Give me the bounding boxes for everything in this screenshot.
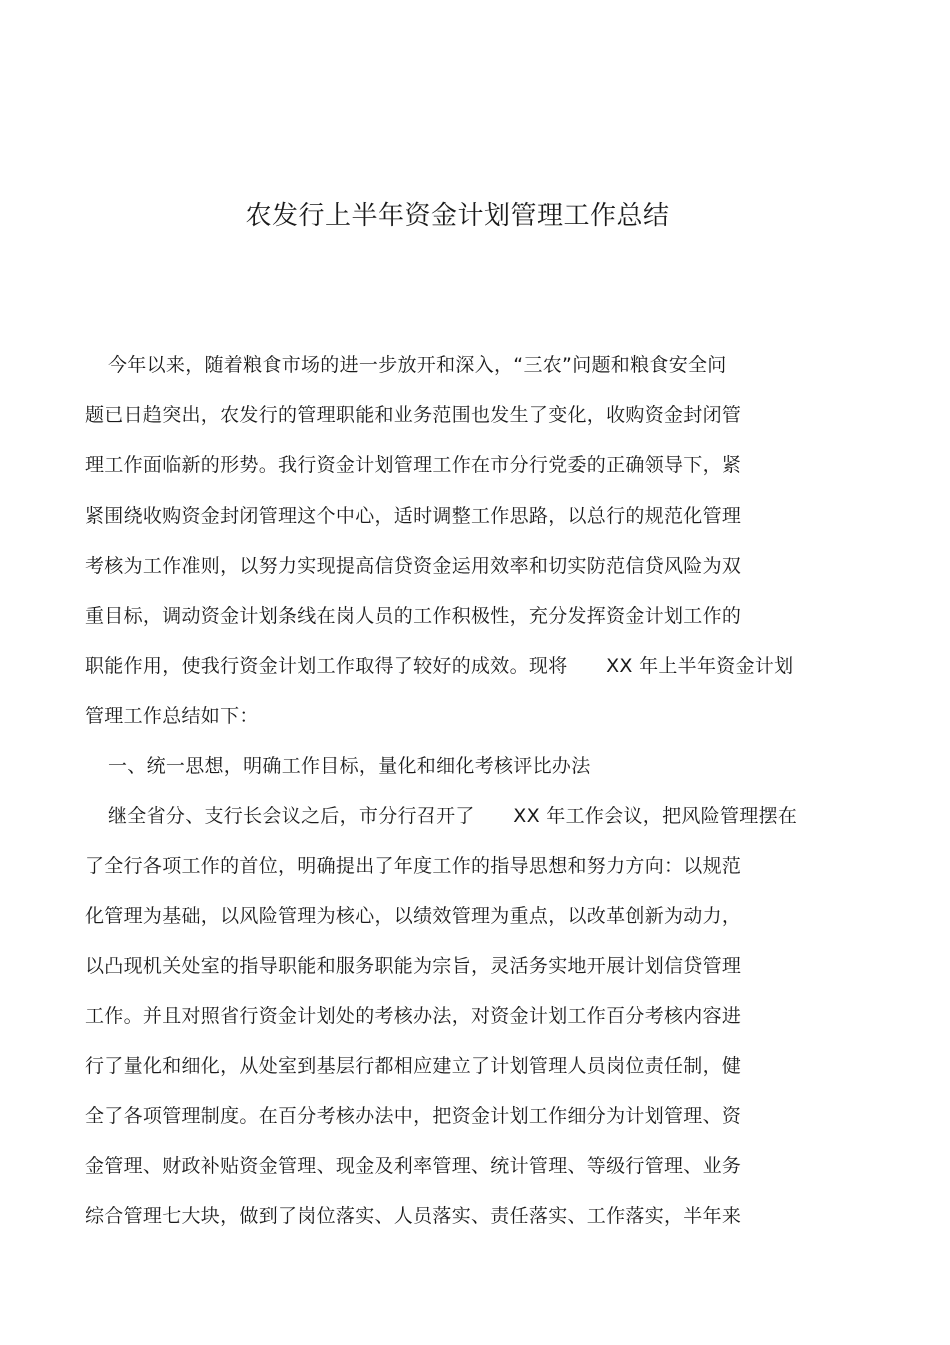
- paragraph-line: 以凸现机关处室的指导职能和服务职能为宗旨，灵活务实地开展计划信贷管理: [85, 955, 742, 977]
- paragraph-line: 题已日趋突出，农发行的管理职能和业务范围也发生了变化，收购资金封闭管: [85, 404, 742, 426]
- paragraph-line: 金管理、财政补贴资金管理、现金及利率管理、统计管理、等级行管理、业务: [85, 1155, 742, 1177]
- paragraph-line: 继全省分、支行长会议之后，市分行召开了 XX 年工作会议，把风险管理摆在: [108, 805, 798, 827]
- paragraph-line: 重目标，调动资金计划条线在岗人员的工作积极性，充分发挥资金计划工作的: [85, 605, 742, 627]
- paragraph-line: 化管理为基础，以风险管理为核心，以绩效管理为重点，以改革创新为动力，: [85, 905, 742, 927]
- paragraph-line: 工作。并且对照省行资金计划处的考核办法，对资金计划工作百分考核内容进: [85, 1005, 742, 1027]
- paragraph-line: 紧围绕收购资金封闭管理这个中心，适时调整工作思路，以总行的规范化管理: [85, 505, 742, 527]
- paragraph-line: 考核为工作准则，以努力实现提高信贷资金运用效率和切实防范信贷风险为双: [85, 555, 742, 577]
- paragraph-line: 综合管理七大块，做到了岗位落实、人员落实、责任落实、工作落实，半年来: [85, 1205, 742, 1227]
- paragraph-line: 职能作用，使我行资金计划工作取得了较好的成效。现将 XX 年上半年资金计划: [85, 655, 794, 677]
- section-heading: 一、统一思想，明确工作目标，量化和细化考核评比办法: [108, 755, 591, 777]
- paragraph-line: 全了各项管理制度。在百分考核办法中，把资金计划工作细分为计划管理、资: [85, 1105, 742, 1127]
- paragraph-line: 管理工作总结如下：: [85, 705, 259, 727]
- paragraph-line: 行了量化和细化，从处室到基层行都相应建立了计划管理人员岗位责任制，健: [85, 1055, 742, 1077]
- paragraph-line: 理工作面临新的形势。我行资金计划管理工作在市分行党委的正确领导下，紧: [85, 454, 742, 476]
- paragraph-line: 今年以来，随着粮食市场的进一步放开和深入，“三农”问题和粮食安全问: [108, 354, 727, 376]
- document-title: 农发行上半年资金计划管理工作总结: [245, 201, 670, 231]
- paragraph-line: 了全行各项工作的首位，明确提出了年度工作的指导思想和努力方向：以规范: [85, 855, 742, 877]
